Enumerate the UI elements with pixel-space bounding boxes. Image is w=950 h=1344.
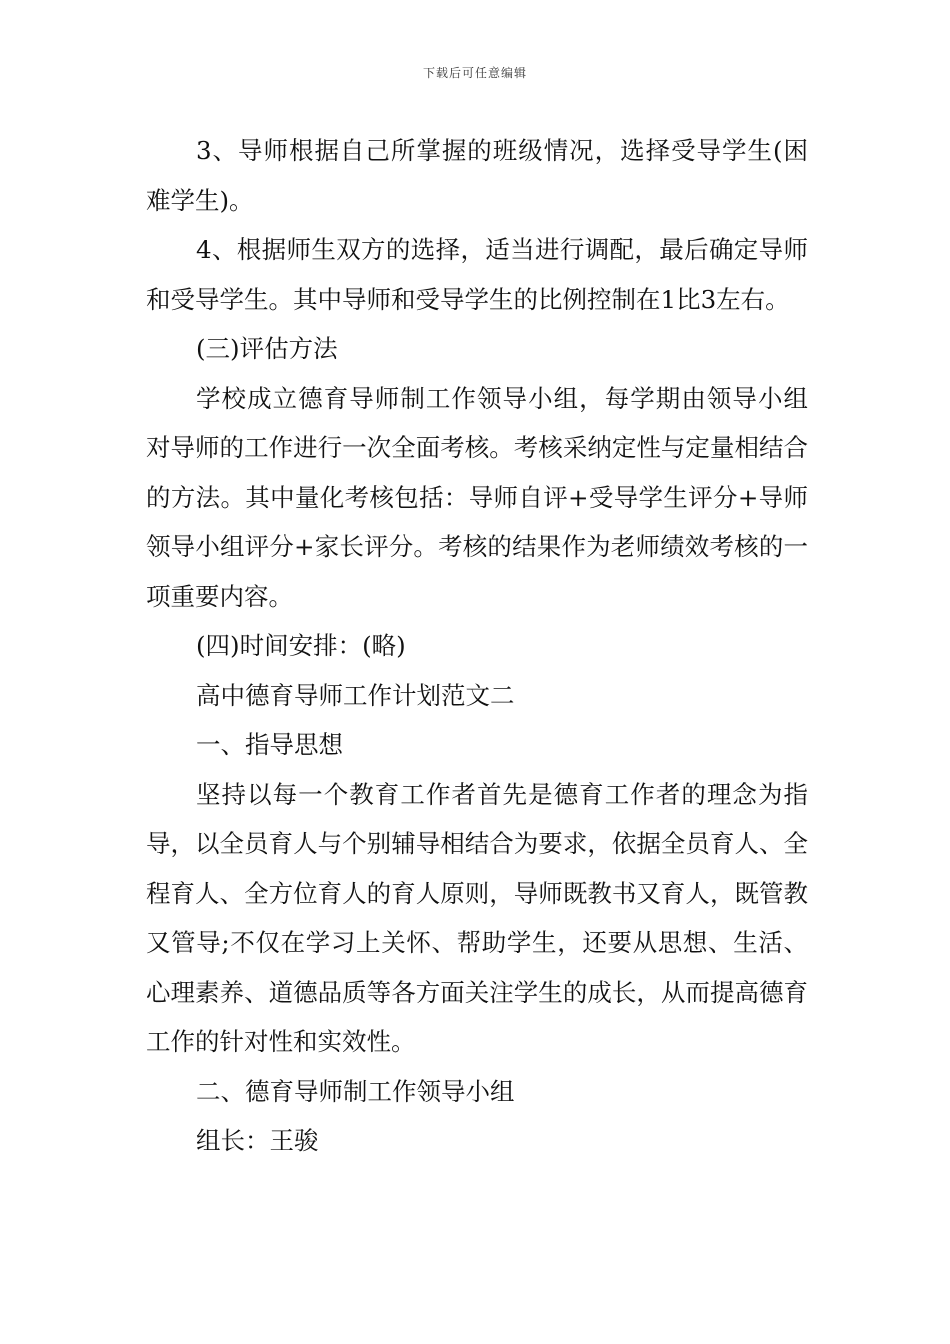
paragraph-guiding-ideology: 坚持以每一个教育工作者首先是德育工作者的理念为指导，以全员育人与个别辅导相结合为要求，依据全员育人、全程育人、全方位育人的育人原则，导师既教书又育人，既管教又管导;不仅在学习上关怀、帮助学生，还要从思想、生活、心理素养、道德品质等各方面关注学生的成长，从而提高德育工作的针对性和实效性。	[146, 779, 808, 1056]
document-body	[146, 126, 808, 1166]
article-title-sample-two: 高中德育导师工作计划范文二	[196, 680, 515, 710]
section-heading-schedule: (四)时间安排：(略)	[196, 631, 406, 660]
section-heading-leadership-group: 二、德育导师制工作领导小组	[196, 1076, 515, 1106]
section-heading-guiding-ideology: 一、指导思想	[196, 730, 343, 759]
section-heading-evaluation: (三)评估方法	[196, 334, 338, 363]
paragraph-adjustment: 4、根据师生双方的选择，适当进行调配，最后确定导师和受导学生。其中导师和受导学生的比例控制在1比3左右。	[146, 235, 808, 314]
paragraph-evaluation: 学校成立德育导师制工作领导小组，每学期由领导小组对导师的工作进行一次全面考核。考核采纳定性与定量相结合的方法。其中量化考核包括：导师自评+受导学生评分+导师领导小组评分+家长评分。考核的结果作为老师绩效考核的一项重要内容。	[146, 383, 808, 611]
paragraph-group-leader: 组长：王骏	[196, 1126, 319, 1155]
paragraph-tutor-selection: 3、导师根据自己所掌握的班级情况，选择受导学生(困难学生)。	[146, 136, 808, 215]
page-header-note: 下载后可任意编辑	[422, 66, 527, 80]
